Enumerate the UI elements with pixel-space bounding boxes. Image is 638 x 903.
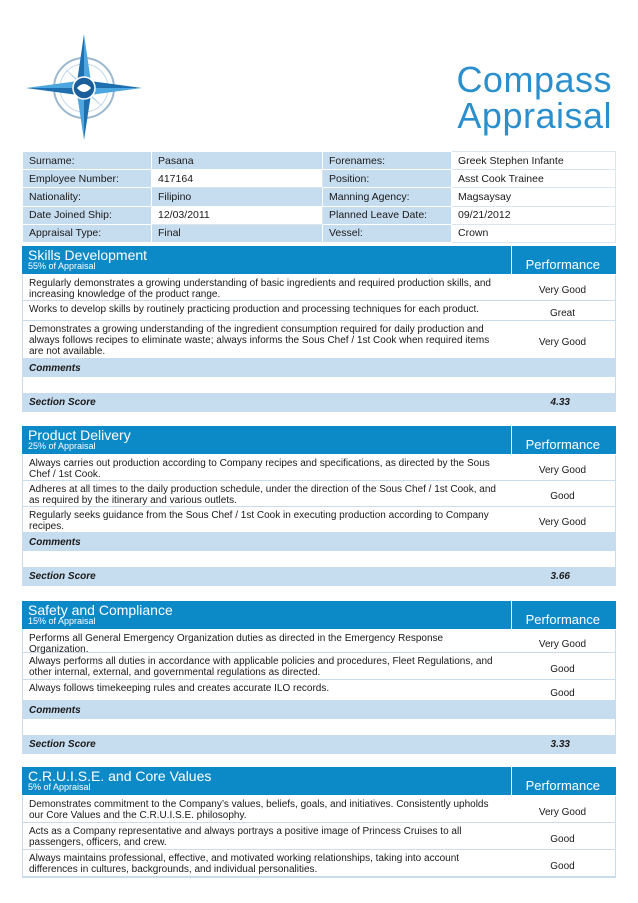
criteria-rating: Very Good bbox=[538, 517, 587, 528]
date-joined-value: 12/03/2011 bbox=[152, 206, 323, 224]
appraisal-type-value: Final bbox=[152, 224, 323, 242]
criteria-row bbox=[23, 680, 615, 701]
section-score-value: 3.66 bbox=[550, 571, 570, 582]
section-body bbox=[22, 796, 616, 878]
employee-number-value: 417164 bbox=[152, 170, 323, 188]
criteria-row bbox=[23, 481, 615, 507]
manning-agency-label: Manning Agency: bbox=[323, 188, 452, 206]
compass-rose-logo bbox=[22, 30, 144, 142]
criteria-text: Demonstrates commitment to the Company’s values, beliefs, goals, and initiatives. Consistently upholds our Core Values and the C.R.U.I.S.E. philosophy. bbox=[29, 799, 489, 821]
criteria-row bbox=[23, 796, 615, 823]
surname-label: Surname: bbox=[23, 152, 152, 170]
section-title: Product Delivery bbox=[28, 427, 131, 443]
criteria-text: Always maintains professional, effective, and motivated working relationships, taking into account differences in cultures, backgrounds, and individual personalities. bbox=[29, 853, 460, 875]
criteria-text: Always performs all duties in accordance with applicable policies and procedures, Fleet Regulations, and other internal, external, and governmental regulations as directed. bbox=[29, 656, 493, 678]
brand-title bbox=[456, 59, 612, 136]
surname-value: Pasana bbox=[152, 152, 323, 170]
comments-field bbox=[23, 377, 615, 394]
criteria-rating: Good bbox=[550, 833, 575, 845]
criteria-text: Acts as a Company representative and always portrays a positive image of Princess Cruises to all passengers, officers, and crew. bbox=[29, 826, 462, 848]
criteria-rating: Good bbox=[550, 860, 575, 872]
criteria-rating: Very Good bbox=[538, 285, 587, 296]
criteria-rating: Good bbox=[550, 663, 575, 675]
section-title: Skills Development bbox=[28, 247, 148, 263]
section-score-label: Section Score bbox=[29, 571, 96, 582]
criteria-rating: Good bbox=[550, 491, 575, 502]
criteria-text: Always follows timekeeping rules and creates accurate ILO records. bbox=[29, 683, 330, 694]
criteria-text: Regularly seeks guidance from the Sous Chef / 1st Cook in executing production according to Company recipes. bbox=[29, 510, 489, 532]
manning-agency-value: Magsaysay bbox=[452, 188, 616, 206]
criteria-text: Demonstrates a growing understanding of the ingredient consumption required for daily production and always follows recipes to eliminate waste; always informs the Sous Chef / 1st Cook when required items are not available. bbox=[29, 324, 490, 357]
criteria-rating: Very Good bbox=[538, 337, 587, 348]
section-score-label: Section Score bbox=[29, 739, 96, 750]
section-header bbox=[22, 246, 616, 275]
criteria-row bbox=[23, 301, 615, 321]
criteria-rating: Great bbox=[549, 308, 575, 319]
section-score-row bbox=[23, 394, 615, 411]
section-header bbox=[22, 767, 616, 796]
criteria-rating: Very Good bbox=[538, 638, 587, 650]
section-weight: 25% of Appraisal bbox=[28, 441, 96, 451]
appraisal-type-label: Appraisal Type: bbox=[23, 224, 152, 242]
section-title: Safety and Compliance bbox=[28, 602, 173, 618]
performance-header bbox=[511, 767, 616, 795]
criteria-rating: Very Good bbox=[538, 465, 587, 476]
forenames-label: Forenames: bbox=[323, 152, 452, 170]
performance-label: Performance bbox=[525, 257, 600, 272]
forenames-value: Greek Stephen Infante bbox=[452, 152, 616, 170]
section-body bbox=[22, 275, 616, 412]
vessel-label: Vessel: bbox=[323, 224, 452, 242]
compass-rose-icon bbox=[22, 30, 144, 142]
criteria-row bbox=[23, 630, 615, 653]
date-joined-label: Date Joined Ship: bbox=[23, 206, 152, 224]
section-body bbox=[22, 455, 616, 586]
performance-header bbox=[511, 246, 616, 274]
section-weight: 55% of Appraisal bbox=[28, 261, 96, 271]
section-score-value: 4.33 bbox=[550, 397, 570, 408]
vessel-value: Crown bbox=[452, 224, 616, 242]
section-title: C.R.U.I.S.E. and Core Values bbox=[28, 768, 212, 784]
section-score-row bbox=[23, 736, 615, 753]
criteria-text: Works to develop skills by routinely practicing production and processing techniques for each product. bbox=[29, 304, 480, 315]
performance-header bbox=[511, 426, 616, 454]
section-score-value: 3.33 bbox=[550, 739, 570, 750]
criteria-text: Regularly demonstrates a growing understanding of basic ingredients and required production skills, and increasing knowledge of the product range. bbox=[29, 278, 491, 300]
employee-number-label: Employee Number: bbox=[23, 170, 152, 188]
section-weight: 15% of Appraisal bbox=[28, 616, 96, 626]
section-score-row bbox=[23, 568, 615, 585]
section-body bbox=[22, 630, 616, 754]
section-product-delivery bbox=[22, 426, 616, 586]
section-safety-compliance bbox=[22, 601, 616, 754]
position-value: Asst Cook Trainee bbox=[452, 170, 616, 188]
comments-label: Comments bbox=[23, 359, 615, 377]
section-header bbox=[22, 601, 616, 630]
performance-label: Performance bbox=[525, 612, 600, 627]
planned-leave-value: 09/21/2012 bbox=[452, 206, 616, 224]
comments-label: Comments bbox=[23, 533, 615, 551]
nationality-label: Nationality: bbox=[23, 188, 152, 206]
section-header bbox=[22, 426, 616, 455]
performance-label: Performance bbox=[525, 437, 600, 452]
criteria-text: Performs all General Emergency Organization duties as directed in the Emergency Response Organization. bbox=[29, 633, 444, 655]
position-label: Position: bbox=[323, 170, 452, 188]
employee-info-table bbox=[22, 151, 616, 243]
criteria-rating: Good bbox=[550, 687, 575, 699]
performance-label: Performance bbox=[525, 778, 600, 793]
criteria-row bbox=[23, 823, 615, 850]
section-score-label: Section Score bbox=[29, 397, 96, 408]
section-skills-development bbox=[22, 246, 616, 412]
comments-label: Comments bbox=[23, 701, 615, 719]
brand-line-1: Compass bbox=[456, 59, 612, 100]
brand-line-2: Appraisal bbox=[457, 95, 612, 136]
section-cruise-core-values bbox=[22, 767, 616, 878]
section-weight: 5% of Appraisal bbox=[28, 782, 91, 792]
comments-field bbox=[23, 551, 615, 568]
criteria-row bbox=[23, 507, 615, 533]
nationality-value: Filipino bbox=[152, 188, 323, 206]
criteria-row bbox=[23, 275, 615, 301]
criteria-text: Always carries out production according to Company recipes and specifications, as directed by the Sous Chef / 1st Cook. bbox=[29, 458, 490, 480]
comments-field bbox=[23, 719, 615, 736]
criteria-row bbox=[23, 455, 615, 481]
performance-header bbox=[511, 601, 616, 629]
criteria-row bbox=[23, 850, 615, 877]
criteria-rating: Very Good bbox=[538, 806, 587, 818]
criteria-row bbox=[23, 321, 615, 359]
criteria-row bbox=[23, 653, 615, 680]
criteria-text: Adheres at all times to the daily production schedule, under the direction of the Sous Chef / 1st Cook, and as required by the itinerary and various outlets. bbox=[29, 484, 496, 506]
planned-leave-label: Planned Leave Date: bbox=[323, 206, 452, 224]
